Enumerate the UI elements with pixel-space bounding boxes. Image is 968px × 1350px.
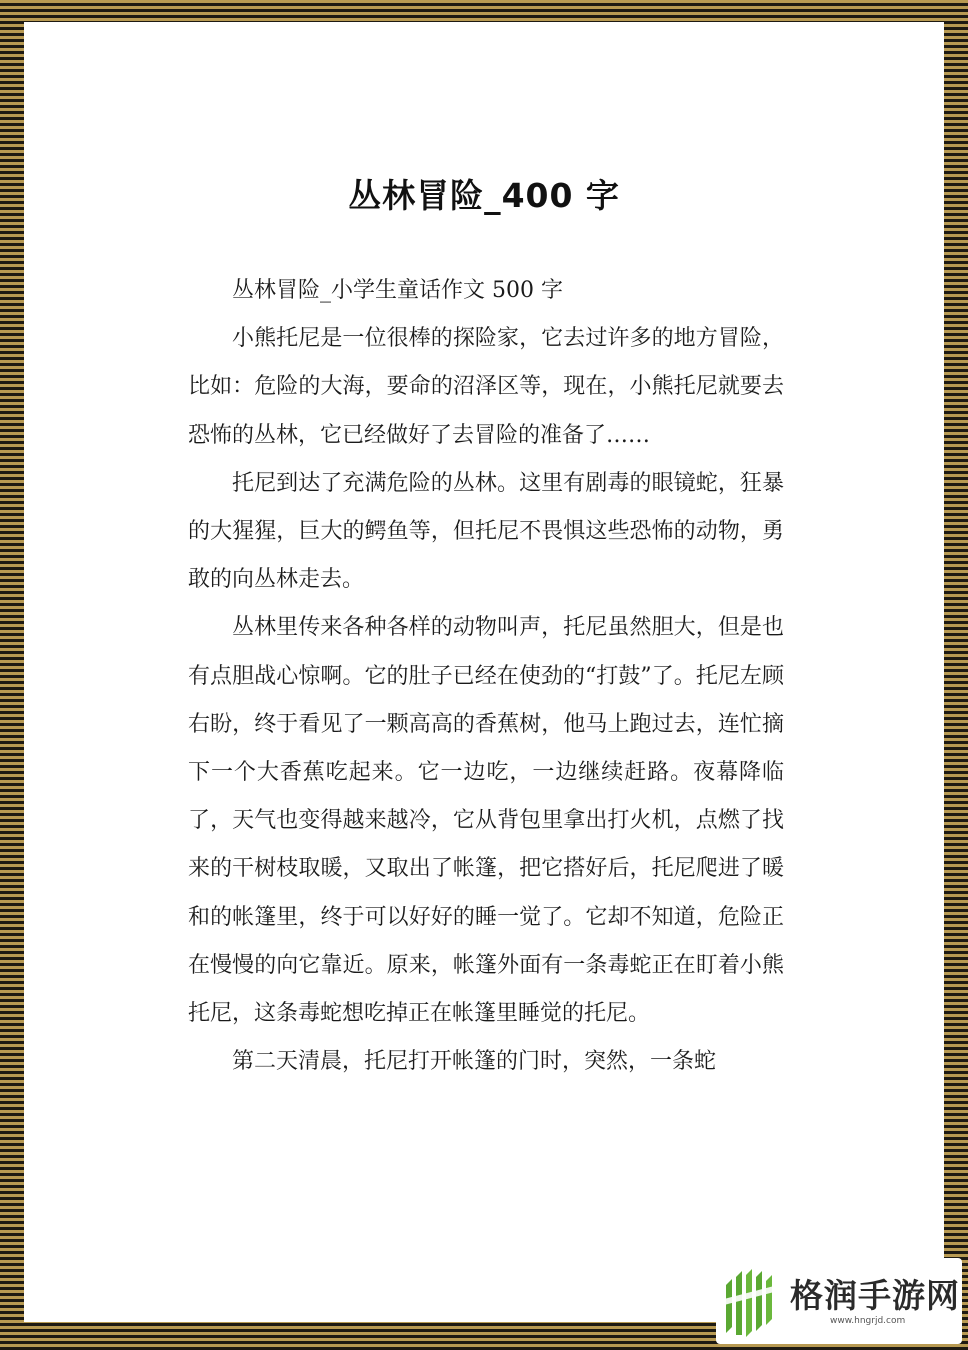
paragraph: 托尼到达了充满危险的丛林。这里有剧毒的眼镜蛇，狂暴的大猩猩，巨大的鳄鱼等，但托尼不畏惧这些恐怖的动物，勇敢的向丛林走去。 <box>188 470 784 593</box>
green-stripes-logo-icon <box>722 1265 782 1337</box>
document-page <box>24 22 944 1322</box>
document-body <box>188 267 784 1086</box>
site-watermark[interactable] <box>716 1258 962 1344</box>
watermark-url: www.hngrjd.com <box>830 1316 906 1326</box>
document-title: 丛林冒险_400 字 <box>348 176 620 215</box>
paragraph: 丛林里传来各种各样的动物叫声，托尼虽然胆大，但是也有点胆战心惊啊。它的肚子已经在使劲的“打鼓”了。托尼左顾右盼，终于看见了一颗高高的香蕉树，他马上跑过去，连忙摘下一个大香蕉吃起来。它一边吃，一边继续赶路。夜幕降临了，天气也变得越来越冷，它从背包里拿出打火机，点燃了找来的干树枝取暖，又取出了帐篷，把它搭好后，托尼爬进了暖和的帐篷里，终于可以好好的睡一觉了。它却不知道，危险正在慢慢的向它靠近。原来，帐篷外面有一条毒蛇正在盯着小熊托尼，这条毒蛇想吃掉正在帐篷里睡觉的托尼。 <box>188 615 784 1027</box>
paragraph: 小熊托尼是一位很棒的探险家，它去过许多的地方冒险，比如：危险的大海，要命的沼泽区等，现在，小熊托尼就要去恐怖的丛林，它已经做好了去冒险的准备了…… <box>188 326 784 448</box>
paragraph: 第二天清晨，托尼打开帐篷的门时，突然，一条蛇 <box>232 1049 717 1075</box>
watermark-brand: 格润手游网 <box>790 1276 960 1315</box>
document-subtitle: 丛林冒险_小学生童话作文 500 字 <box>232 278 563 303</box>
